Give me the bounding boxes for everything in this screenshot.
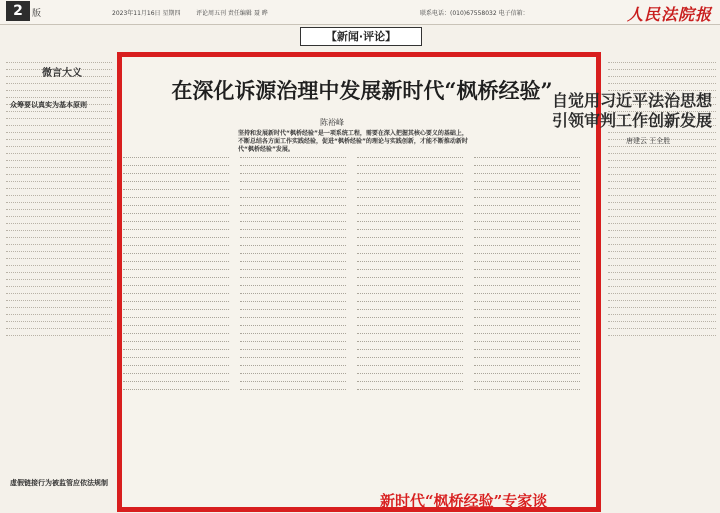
newspaper-logo: 人民法院报 xyxy=(626,5,712,24)
main-lead: 坚持和发展新时代“枫桥经验”是一项系统工程，需要在深入把握其核心要义的基础上，不断总结各方面工作实践经验，促进“枫桥经验”的理论与实践创新，才能不断推动新时代“枫桥经验”发展。 xyxy=(238,130,468,153)
right-headline-line-2: 引领审判工作创新发展 xyxy=(551,111,712,130)
left-column-title: 微言大义 xyxy=(42,68,82,79)
body-column-4 xyxy=(474,150,580,480)
body-column-1 xyxy=(123,150,229,480)
body-column-3 xyxy=(357,150,463,480)
feature-banner: 新时代“枫桥经验”专家谈 xyxy=(380,492,548,510)
body-column-2 xyxy=(240,150,346,480)
right-headline-line-1: 自觉用习近平法治思想 xyxy=(551,91,712,110)
main-author: 陈裕峰 xyxy=(320,118,344,127)
page-header xyxy=(0,0,720,25)
editor-info: 评论周五刊 责任编辑 聂 晔 xyxy=(196,10,268,17)
contact-info: 联系电话：(010)67558032 电子信箱： xyxy=(420,10,529,17)
main-headline: 在深化诉源治理中发展新时代“枫桥经验” xyxy=(171,78,553,103)
issue-date: 2023年11月16日 星期四 xyxy=(112,10,181,17)
right-author: 唐建云 王全胜 xyxy=(626,137,671,145)
page-number: 2 xyxy=(6,1,30,21)
left-column xyxy=(6,56,112,512)
left-headline-2: 虚假链接行为被监管应依法规制 xyxy=(10,479,108,487)
section-title: 【新闻·评论】 xyxy=(300,27,422,46)
page-label: 版 xyxy=(32,9,42,19)
left-headline-1: 众筹要以真实为基本原则 xyxy=(10,101,87,109)
